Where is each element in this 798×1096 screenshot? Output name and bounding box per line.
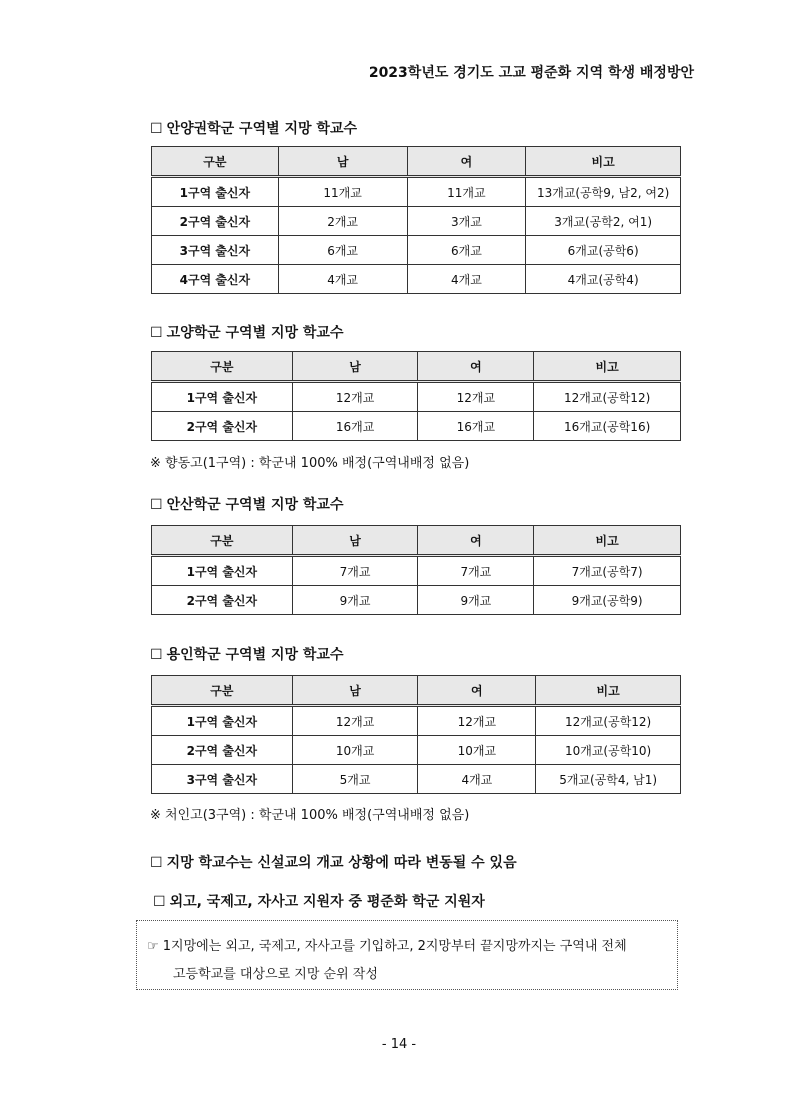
cell-female: 12개교 <box>418 706 536 736</box>
cell-remarks: 6개교(공학6) <box>526 236 681 265</box>
cell-remarks: 12개교(공학12) <box>536 706 681 736</box>
section-title-text: 안산학군 구역별 지망 학교수 <box>166 497 344 513</box>
table-header-row <box>152 147 681 177</box>
document-header: 2023학년도 경기도 고교 평준화 지역 학생 배정방안 <box>368 65 694 81</box>
table-row <box>152 736 681 765</box>
cell-male: 6개교 <box>278 236 407 265</box>
table-row <box>152 265 681 294</box>
cell-remarks: 7개교(공학7) <box>534 556 681 586</box>
info-line-1: ☞ 1지망에는 외고, 국제고, 자사고를 기입하고, 2지망부터 끝지망까지는 구역내 전체 <box>147 939 627 954</box>
cell-remarks: 3개교(공학2, 여1) <box>526 207 681 236</box>
checkbox-glyph: ☐ <box>150 855 163 871</box>
table-row <box>152 706 681 736</box>
cell-male: 11개교 <box>278 177 407 207</box>
cell-remarks: 5개교(공학4, 남1) <box>536 765 681 794</box>
column-header: 남 <box>292 526 418 556</box>
column-header: 비고 <box>534 526 681 556</box>
cell-remarks: 13개교(공학9, 남2, 여2) <box>526 177 681 207</box>
section-title-text: 고양학군 구역별 지망 학교수 <box>166 325 344 341</box>
row-label: 2구역 출신자 <box>152 412 293 441</box>
checkbox-glyph: ☐ <box>150 121 163 137</box>
section-title-yongin <box>150 644 343 664</box>
row-label: 1구역 출신자 <box>152 177 279 207</box>
column-header: 여 <box>418 352 534 382</box>
table-row <box>152 556 681 586</box>
column-header: 남 <box>292 676 418 706</box>
cell-remarks: 16개교(공학16) <box>534 412 681 441</box>
row-label: 2구역 출신자 <box>152 207 279 236</box>
table-row <box>152 382 681 412</box>
column-header: 구분 <box>152 676 293 706</box>
section-title-foreign <box>153 891 485 911</box>
row-label: 3구역 출신자 <box>152 765 293 794</box>
note-hyangdong: ※ 향동고(1구역) : 학군내 100% 배정(구역내배정 없음) <box>150 456 470 471</box>
table-header-row <box>152 352 681 382</box>
table-anyang <box>151 146 681 294</box>
cell-male: 2개교 <box>278 207 407 236</box>
cell-male: 7개교 <box>292 556 418 586</box>
column-header: 여 <box>418 526 534 556</box>
section-title-text: 안양권학군 구역별 지망 학교수 <box>166 121 357 137</box>
cell-remarks: 12개교(공학12) <box>534 382 681 412</box>
checkbox-glyph: ☐ <box>150 325 163 341</box>
cell-male: 16개교 <box>292 412 418 441</box>
column-header: 구분 <box>152 147 279 177</box>
table-row <box>152 586 681 615</box>
cell-male: 4개교 <box>278 265 407 294</box>
info-box <box>136 920 678 990</box>
section-title-text: 외고, 국제고, 자사고 지원자 중 평준화 학군 지원자 <box>169 894 485 910</box>
table-ansan <box>151 525 681 615</box>
checkbox-glyph: ☐ <box>150 497 163 513</box>
cell-female: 6개교 <box>407 236 526 265</box>
cell-female: 10개교 <box>418 736 536 765</box>
table-row <box>152 412 681 441</box>
column-header: 여 <box>407 147 526 177</box>
table-yongin <box>151 675 681 794</box>
row-label: 2구역 출신자 <box>152 736 293 765</box>
cell-male: 10개교 <box>292 736 418 765</box>
cell-female: 11개교 <box>407 177 526 207</box>
section-title-goyang <box>150 322 343 342</box>
row-label: 3구역 출신자 <box>152 236 279 265</box>
checkbox-glyph: ☐ <box>150 647 163 663</box>
row-label: 1구역 출신자 <box>152 706 293 736</box>
cell-male: 12개교 <box>292 382 418 412</box>
table-row <box>152 236 681 265</box>
row-label: 1구역 출신자 <box>152 556 293 586</box>
column-header: 남 <box>278 147 407 177</box>
row-label: 4구역 출신자 <box>152 265 279 294</box>
column-header: 비고 <box>536 676 681 706</box>
cell-female: 12개교 <box>418 382 534 412</box>
cell-male: 12개교 <box>292 706 418 736</box>
column-header: 구분 <box>152 526 293 556</box>
table-header-row <box>152 526 681 556</box>
cell-male: 5개교 <box>292 765 418 794</box>
section-title-text: 용인학군 구역별 지망 학교수 <box>166 647 344 663</box>
notice-line <box>150 852 517 872</box>
page-number: - 14 - <box>381 1037 417 1052</box>
column-header: 구분 <box>152 352 293 382</box>
cell-remarks: 4개교(공학4) <box>526 265 681 294</box>
table-row <box>152 765 681 794</box>
cell-female: 9개교 <box>418 586 534 615</box>
table-row <box>152 207 681 236</box>
section-title-ansan <box>150 494 343 514</box>
table-goyang <box>151 351 681 441</box>
row-label: 1구역 출신자 <box>152 382 293 412</box>
row-label: 2구역 출신자 <box>152 586 293 615</box>
cell-female: 7개교 <box>418 556 534 586</box>
column-header: 여 <box>418 676 536 706</box>
notice-text: 지망 학교수는 신설교의 개교 상황에 따라 변동될 수 있음 <box>166 855 517 871</box>
checkbox-glyph: ☐ <box>153 894 166 910</box>
section-title-anyang <box>150 118 357 138</box>
cell-remarks: 9개교(공학9) <box>534 586 681 615</box>
note-cheoin: ※ 처인고(3구역) : 학군내 100% 배정(구역내배정 없음) <box>150 808 470 823</box>
cell-female: 4개교 <box>407 265 526 294</box>
cell-remarks: 10개교(공학10) <box>536 736 681 765</box>
column-header: 남 <box>292 352 418 382</box>
column-header: 비고 <box>534 352 681 382</box>
cell-female: 16개교 <box>418 412 534 441</box>
table-header-row <box>152 676 681 706</box>
cell-female: 4개교 <box>418 765 536 794</box>
column-header: 비고 <box>526 147 681 177</box>
cell-male: 9개교 <box>292 586 418 615</box>
cell-female: 3개교 <box>407 207 526 236</box>
table-row <box>152 177 681 207</box>
info-line-2: 고등학교를 대상으로 지망 순위 작성 <box>173 967 378 982</box>
